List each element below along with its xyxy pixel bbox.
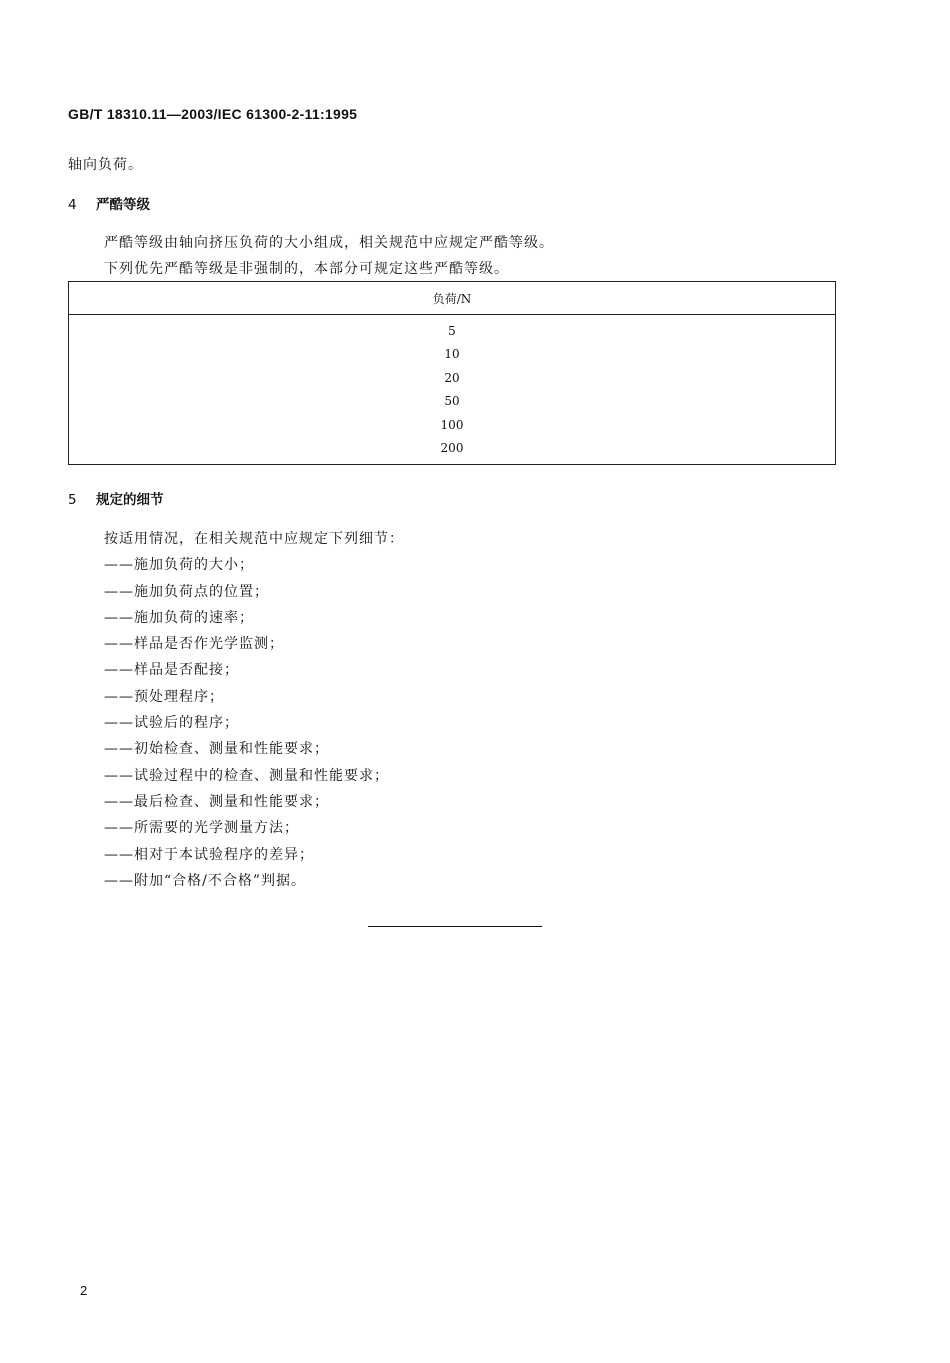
- list-item: ——试验过程中的检查、测量和性能要求；: [104, 767, 389, 784]
- list-item: ——施加负荷的大小；: [104, 557, 254, 574]
- table-cell: 200: [440, 441, 464, 456]
- table-cell: 20: [444, 370, 460, 385]
- list-item: ——附加“合格/不合格”判据。: [104, 872, 307, 889]
- page-number: 2: [80, 1283, 88, 1298]
- list-item: ——样品是否配接；: [104, 662, 239, 679]
- table-row: [69, 437, 836, 465]
- standard-number: GB/T 18310.11—2003/IEC 61300-2-11:1995: [68, 106, 358, 122]
- details-intro: 按适用情况，在相关规范中应规定下列细节：: [104, 531, 404, 547]
- table-row: [69, 366, 836, 390]
- table-cell: 10: [444, 347, 460, 362]
- list-item: ——所需要的光学测量方法；: [104, 820, 299, 837]
- table-row: [69, 413, 836, 437]
- list-item: ——最后检查、测量和性能要求；: [104, 793, 329, 810]
- list-item: ——施加负荷点的位置；: [104, 583, 269, 600]
- table-cell: 5: [448, 323, 456, 338]
- list-item: ——初始检查、测量和性能要求；: [104, 741, 329, 758]
- table-cell: 50: [444, 394, 460, 409]
- table-row: [69, 390, 836, 414]
- details-list: [104, 526, 404, 894]
- section-4-paragraph: 严酷等级由轴向挤压负荷的大小组成，相关规范中应规定严酷等级。: [104, 235, 554, 251]
- table-cell: 100: [440, 417, 464, 432]
- table-row: [69, 315, 836, 343]
- section-4-title: 严酷等级: [96, 197, 150, 213]
- section-5-title: 规定的细节: [96, 492, 164, 508]
- end-of-document-rule: [368, 926, 542, 927]
- list-item: ——样品是否作光学监测；: [104, 636, 284, 653]
- section-5-number: 5: [68, 492, 77, 508]
- table-row: [69, 343, 836, 367]
- list-item: ——施加负荷的速率；: [104, 609, 254, 626]
- section-4-heading: [68, 193, 150, 213]
- section-5-heading: [68, 488, 164, 508]
- severity-table: [68, 281, 836, 465]
- list-item: ——相对于本试验程序的差异；: [104, 846, 314, 863]
- list-item: ——预处理程序；: [104, 688, 224, 705]
- section-4-paragraph: 下列优先严酷等级是非强制的，本部分可规定这些严酷等级。: [104, 261, 509, 277]
- section-4-number: 4: [68, 197, 77, 213]
- table-header-load: 负荷/N: [69, 282, 836, 315]
- list-item: ——试验后的程序；: [104, 715, 239, 732]
- continuation-text: 轴向负荷。: [68, 157, 143, 173]
